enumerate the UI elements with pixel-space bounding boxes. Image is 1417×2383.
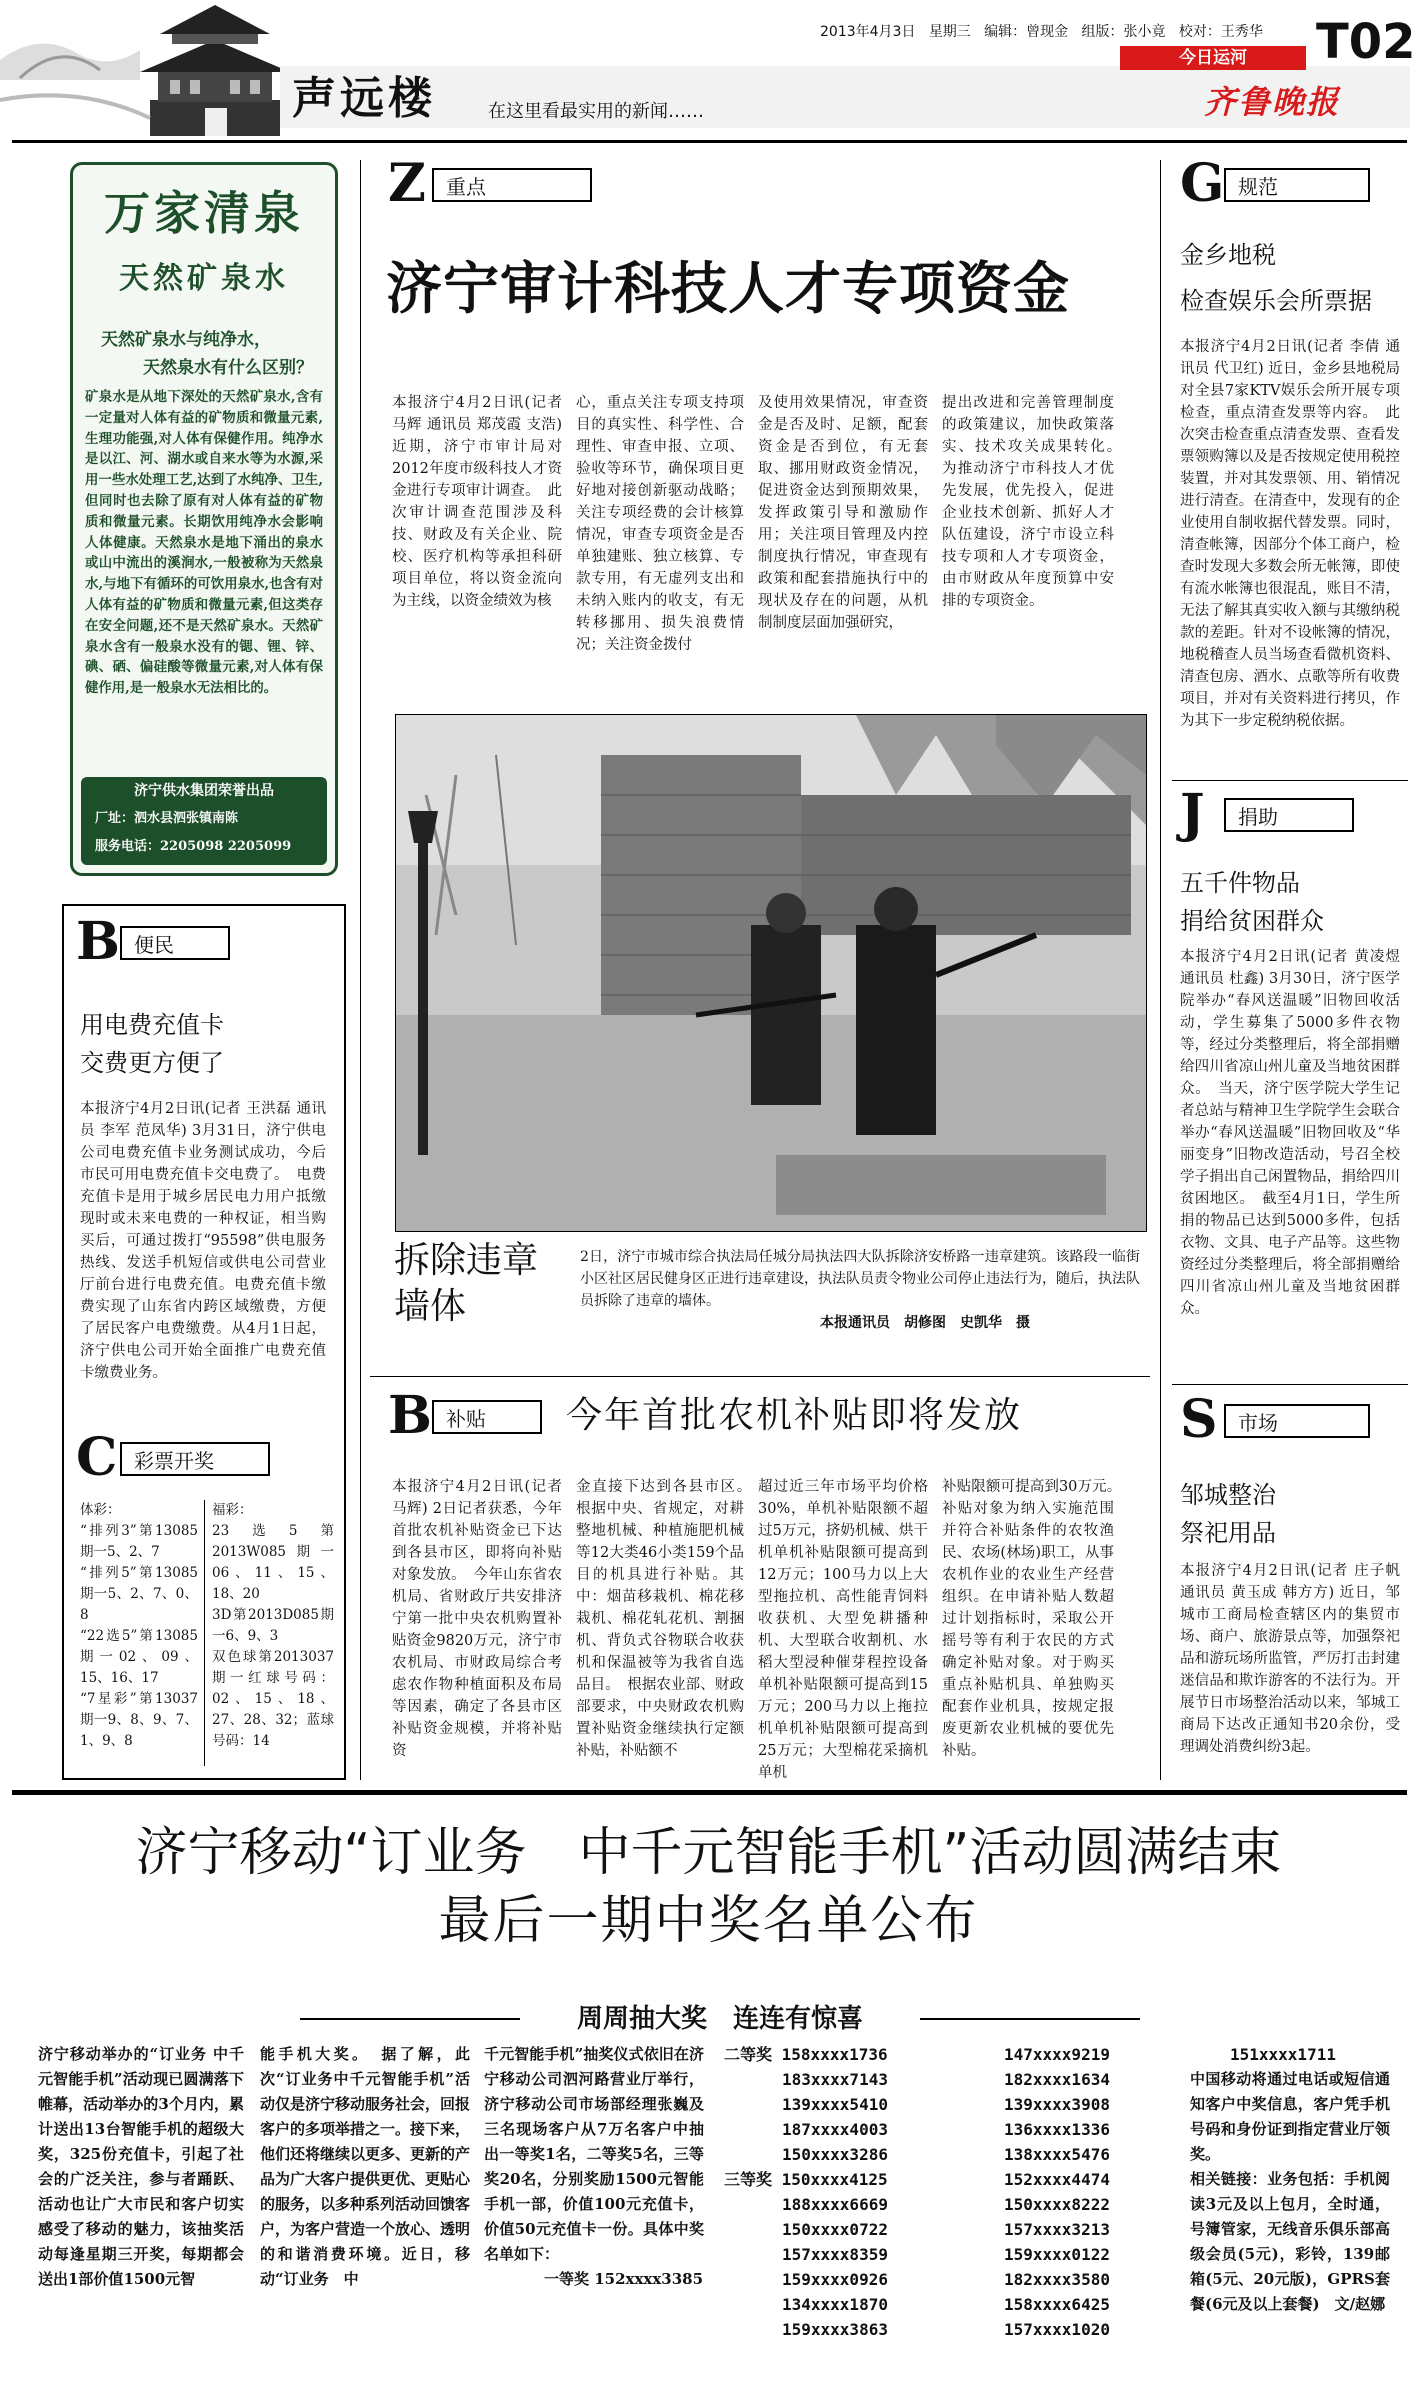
section-tag: 今日运河 — [1120, 46, 1306, 70]
lottery-sports-title: 体彩： — [80, 1502, 121, 1518]
third-prize-winner: 139xxxx3908 — [1004, 2095, 1110, 2114]
lottery-7xc: “7星彩”第13037期一9、8、9、7、1、9、8 — [80, 1691, 198, 1749]
lottery-22x5: “22选5”第13085期一02、09、15、16、17 — [80, 1628, 198, 1686]
section-b2-header — [388, 1385, 568, 1446]
third-prize-winner: 188xxxx6669 — [782, 2195, 888, 2214]
section-z-col-2: 心，重点关注专项支持项目的真实性、科学性、合理性、审查申报、立项、验收等环节，确保项目更好地对接创新驱动战略；关注专项经费的会计核算情况，审查专项资金是否单独建账、独立核算、专款专用，有无虚列支出和未纳入账内的收支，有无转移挪用、损失浪费情况；关注资金拨付 — [576, 395, 744, 653]
prize-list-third-continued — [1004, 2042, 1164, 2342]
ad-mobile-banner: 周周抽大奖 连连有惊喜 — [576, 2004, 863, 2034]
issue-date: 2013年4月3日 — [820, 24, 916, 40]
ad-water-subtitle: 天然矿泉水 — [119, 261, 289, 296]
second-prize-winner: 150xxxx3286 — [782, 2145, 888, 2164]
lottery-divider — [204, 1500, 205, 1766]
second-prize-winner: 158xxxx1736 — [781, 2045, 888, 2064]
ad-mobile-headline-2: 最后一期中奖名单公布 — [438, 1891, 979, 1951]
editor: 编辑：曾现金 — [984, 24, 1069, 40]
lottery-pl5: “排列5”第13085期一5、2、7、0、8 — [80, 1565, 198, 1623]
section-s-title-2: 祭祀用品 — [1180, 1519, 1276, 1547]
third-prize-winner: 182xxxx1634 — [1004, 2070, 1110, 2089]
section-b1-label: 便民 — [120, 926, 230, 960]
lottery-23x5: 23选5第2013W085期一06、11、15、18、20 — [212, 1523, 334, 1602]
masthead-rule — [12, 140, 1407, 143]
ad-mobile-related-link: 相关链接：业务包括：手机阅读3元及以上包月，全时通，号簿管家，无线音乐俱乐部高级会员(5元)，彩铃，139邮箱(5元、20元版)，GPRS套餐(6元及以上套餐) 文/赵娜 — [1190, 2170, 1390, 2313]
lottery-ssq: 双色球第2013037期一红球号码：02、15、18、27、28、32；蓝球号码：14 — [212, 1649, 334, 1749]
lottery-welfare-list — [212, 1500, 334, 1770]
section-z-headline: 济宁审计科技人才专项资金 — [386, 257, 1070, 322]
ad-top-rule — [12, 1790, 1407, 1795]
section-c-letter: C — [76, 1427, 118, 1488]
second-prize-winner: 139xxxx5410 — [782, 2095, 888, 2114]
second-prize-label: 二等奖 — [724, 2045, 773, 2064]
section-j-header — [1180, 783, 1400, 844]
third-prize-winner: 159xxxx0926 — [782, 2270, 888, 2289]
third-prize-row-1 — [724, 2167, 944, 2192]
third-prize-winner: 134xxxx1870 — [782, 2295, 888, 2314]
section-s-body: 本报济宁4月2日讯(记者 庄子帆 通讯员 黄玉成 韩方方) 近日，邹城市工商局检查辖区内的集贸市场、商户、旅游景点等，加强祭祀品和游玩场所监管，严厉打击封建迷信品和欺诈游客的不法行为。开展节日市场整治活动以来，邹城工商局下达改正通知书20余份，受理调处消费纠纷3起。 — [1180, 1563, 1400, 1755]
ad-water-phone: 服务电话：2205098 2205099 — [95, 839, 292, 854]
third-prize-winner: 151xxxx1711 — [1230, 2045, 1336, 2064]
section-s-header — [1180, 1389, 1400, 1450]
section-b1-title-1: 用电费充值卡 — [80, 1011, 224, 1039]
section-z-col-3: 及使用效果情况，审查资金是否及时、足额，配套资金是否到位，有无套取、挪用财政资金情况，促进资金达到预期效果，发挥政策引导和激励作用；关注项目管理及内控制度执行情况，审查现有政策和配套措施执行中的现状及存在的问题，从机制制度层面加强研究， — [758, 395, 928, 631]
third-prize-winner: 136xxxx1336 — [1004, 2120, 1110, 2139]
section-j-letter: J — [1180, 783, 1205, 844]
third-prize-winner: 157xxxx8359 — [782, 2245, 888, 2264]
third-prize-winner: 150xxxx4125 — [781, 2170, 888, 2189]
ad-water-address: 厂址：泗水县泗张镇南陈 — [95, 811, 239, 826]
center-left-rule — [360, 160, 361, 1780]
section-c-label: 彩票开奖 — [120, 1442, 270, 1476]
center-right-rule — [1160, 160, 1161, 1780]
ad-mobile-col-2: 能手机大奖。 据了解，此次“订业务中千元智能手机”活动仅是济宁移动服务社会，回报客户的多项举措之一。接下来，他们还将继续以更多、更新的产品为广大客户提供更优、更贴心的服务，以多种系列活动回馈客户，为客户营造一个放心、透明的和谐消费环境。近日，移动“订业务 中 — [260, 2045, 471, 2288]
section-j-title-2: 捐给贫困群众 — [1180, 907, 1324, 935]
section-g-letter: G — [1180, 153, 1225, 214]
section-g-title-1: 金乡地税 — [1180, 241, 1276, 269]
section-b1-body: 本报济宁4月2日讯(记者 王洪磊 通讯员 李军 范凤华) 3月31日，济宁供电公司电费充值卡业务测试成功，今后市民可用电费充值卡交电费了。 电费充值卡是用于城乡居民电力用户抵缴现时或未来电费的一种权证，相当购买后，可通过拨打“95598”供电服务热线、发送手机短信或供电公司营业厅前台进行电费充值。电费充值卡缴费实现了山东省内跨区域缴费，方便了居民客户电费缴费。从4月1日起，济宁供电公司开始全面推广电费充值卡缴费业务。 — [80, 1101, 326, 1381]
section-b2-headline: 今年首批农机补贴即将发放 — [566, 1395, 1023, 1436]
tower-illustration — [0, 0, 300, 138]
ad-mobile-notice: 中国移动将通过电话或短信通知客户中奖信息，客户凭手机号码和身份证到指定营业厅领奖。 — [1190, 2070, 1390, 2163]
right-rule-2 — [1172, 1384, 1408, 1385]
section-b2-label: 补贴 — [432, 1400, 542, 1434]
page-number: T02 — [1316, 14, 1416, 70]
section-g-header — [1180, 153, 1400, 214]
section-b2-col-3: 超过近三年市场平均价格30%，单机补贴限额不超过5万元，挤奶机械、烘干机单机补贴限额可提高到12万元；100马力以上大型拖拉机、高性能青饲料收获机、大型免耕播种机、大型联合收割机、水稻大型浸种催芽程控设备单机补贴限额可提高到15万元；200马力以上拖拉机单机补贴限额可提高到25万元；大型棉花采摘机单机 — [758, 1479, 928, 1781]
section-b1-title-2: 交费更方便了 — [80, 1049, 224, 1077]
third-prize-winner: 138xxxx5476 — [1004, 2145, 1110, 2164]
section-name: 声远楼 — [292, 73, 436, 124]
banner-rule-left — [300, 2018, 520, 2020]
section-j-title-1: 五千件物品 — [1180, 869, 1300, 897]
issue-weekday: 星期三 — [928, 24, 971, 40]
demolition-photo — [395, 714, 1147, 1232]
section-b1-header — [76, 911, 338, 972]
third-prize-winner: 152xxxx4474 — [1004, 2170, 1110, 2189]
third-prize-label: 三等奖 — [724, 2170, 773, 2189]
section-z-col-4: 提出改进和完善管理制度的政策建议，加快政策落实、技术攻关成果转化。 为推动济宁市科技人才优先发展，优先投入，促进企业技术创新、抓好人才队伍建设，济宁市设立科技专项和人才专项资金，由市财政从年度预算中安排的专项资金。 — [942, 395, 1129, 609]
ad-water-question-2: 天然泉水有什么区别？ — [143, 358, 313, 378]
ad-water-body: 矿泉水是从地下深处的天然矿泉水,含有一定量对人体有益的矿物质和微量元素,生理功能强,对人体有保健作用。纯净水是以江、河、湖水或自来水等为水源,采用一些水处理工艺,达到了水纯净、卫生,但同时也去除了原有对人体有益的矿物质和微量元素。长期饮用纯净水会影响人体健康。天然泉水是地下涌出的泉水或山中流出的溪涧水,一般被称为天然泉水,与地下有循环的可饮用泉水,也含有对人体有益的矿物质和微量元素,但这类存在安全问题,还不是天然矿泉水。天然矿泉水含有一般泉水没有的锶、锂、锌、碘、硒、偏硅酸等微量元素,对人体有保健作用,是一般泉水无法相比的。 — [85, 389, 323, 697]
section-g-title-2: 检查娱乐会所票据 — [1180, 287, 1372, 315]
lottery-sports-list — [80, 1500, 198, 1770]
center-mid-rule — [370, 1376, 1150, 1377]
section-g-body: 本报济宁4月2日讯(记者 李倩 通讯员 代卫红) 近日，金乡县地税局对全县7家KTV娱乐会所开展专项检查，重点清查发票等内容。 此次突击检查重点清查发票、查看发票领购簿以及是否按规定使用税控装置，并对其发票领、用、销情况进行清查。在清查中，发现有的企业使用自制收据代替发票。同时，清查帐簿，因部分个体工商户，检查时发现大多数会所无帐簿，即使有流水帐簿也很混乱，账目不清，无法了解其真实收入额与其缴纳税款的差距。针对不设帐簿的情况，地税稽查人员当场查看微机资料、清查包房、酒水、点歌等所有收费项目，并对有关资料进行拷贝，作为其下一步定税纳税依据。 — [1180, 339, 1400, 729]
section-b1-letter: B — [76, 911, 120, 972]
third-prize-winner: 159xxxx0122 — [1004, 2245, 1110, 2264]
photo-title-2: 墙体 — [394, 1286, 467, 1327]
second-prize-winner: 187xxxx4003 — [782, 2120, 888, 2139]
ad-mobile-col-1: 济宁移动举办的“订业务 中千元智能手机”活动现已圆满落下帷幕，活动举办的3个月内，累计送出13台智能手机的超级大奖，325份充值卡，引起了社会的广泛关注，参与者踊跃、活动也让广大市民和客户切实感受了移动的魅力，该抽奖活动每逢星期三开奖，每期都会送出1部价值1500元智 — [38, 2045, 244, 2288]
banner-rule-right — [920, 2018, 1140, 2020]
section-j-body: 本报济宁4月2日讯(记者 黄凌煜 通讯员 杜鑫) 3月30日，济宁医学院举办“春风送温暖”旧物回收活动，学生募集了5000多件衣物等，经过分类整理后，将全部捐赠给四川省凉山州儿童及当地贫困群众。 当天，济宁医学院大学生记者总站与精神卫生学院学生会联合举办“春风送温暖”旧物回收及“华丽变身”旧物改造活动，号召全校学子捐出自己闲置物品，捐给四川贫困地区。 截至4月1日，学生所捐的物品已达到5000多件，包括衣物、文具、电子产品等。这些物资经过分类整理后，将全部捐赠给四川省凉山州儿童及当地贫困群众。 — [1180, 949, 1400, 1317]
section-b2-col-1: 本报济宁4月2日讯(记者 马辉) 2日记者获悉，今年首批农机补贴资金已下达到各县市区，即将向补贴对象发放。 今年山东省农机局、省财政厅共安排济宁第一批中央农机购置补贴资金9820万元，济宁市农机局、市财政局综合考虑农作物种植面积及布局等因素，确定了各县市区补贴资金规模，并将补贴资 — [392, 1479, 562, 1759]
photo-caption: 2日，济宁市城市综合执法局任城分局执法四大队拆除济安桥路一违章建筑。该路段一临街小区社区居民健身区正进行违章建设，执法队员责令物业公司停止违法行为，随后，执法队员拆除了违章的墙体。 — [580, 1249, 1140, 1309]
third-prize-winner: 158xxxx6425 — [1004, 2295, 1110, 2314]
lottery-3d: 3D第2013D085期一6、9、3 — [212, 1607, 334, 1644]
ad-mobile-headline-1: 济宁移动“订业务 中千元智能手机”活动圆满结束 — [135, 1823, 1282, 1883]
photo-title-1: 拆除违章 — [394, 1240, 539, 1281]
prize-list-second-third — [724, 2042, 944, 2342]
third-prize-winner: 147xxxx9219 — [1004, 2045, 1110, 2064]
section-c-header — [76, 1427, 338, 1488]
ad-water-title: 万家清泉 — [104, 186, 304, 240]
third-prize-winner: 157xxxx1020 — [1004, 2320, 1110, 2339]
section-s-title-1: 邹城整治 — [1180, 1481, 1276, 1509]
ad-water — [70, 162, 338, 876]
lottery-pl3: “排列3”第13085期一5、2、7 — [80, 1523, 198, 1560]
section-g-label: 规范 — [1224, 168, 1370, 202]
masthead — [0, 0, 1417, 140]
ad-mobile-col-3-text: 千元智能手机”抽奖仪式依旧在济宁移动公司泗河路营业厅举行，济宁移动公司市场部经理张巍及三名现场客户从7万名客户中抽出一等奖1名，二等奖5名，三等奖20名，分别奖励1500元智能手机一部，价值100元充值卡，价值50元充值卡一份。具体中奖名单如下： — [484, 2045, 704, 2263]
first-prize-winner: 一等奖 152xxxx3385 — [544, 2270, 704, 2288]
second-prize-row-1 — [724, 2042, 944, 2067]
layout-editor: 组版：张小竟 — [1081, 24, 1166, 40]
third-prize-winner: 150xxxx8222 — [1004, 2195, 1110, 2214]
right-rule-1 — [1172, 780, 1408, 781]
section-b2-col-4: 补贴限额可提高到30万元。 补贴对象为纳入实施范围并符合补贴条件的农牧渔民、农场(林场)职工，从事农机作业的农业生产经营组织。在申请补贴人数超过计划指标时，采取公开摇号等有利于农民的方式确定补贴对象。对于购买重点补贴机具、单独购买配套作业机具，按规定报废更新农业机械的要优先补贴。 — [942, 1479, 1129, 1759]
section-j-label: 捐助 — [1224, 798, 1354, 832]
section-b2-col-2: 金直接下达到各县市区。 根据中央、省规定，对耕整地机械、种植施肥机械等12大类46小类159个品目的机具进行补贴。其中：烟苗移栽机、棉花移栽机、棉花轧花机、割捆机、背负式谷物联合收获机和保温被等为我省自选品目。 根据农业部、财政部要求，中央财政农机购置补贴资金继续执行定额补贴，补贴额不 — [576, 1479, 759, 1759]
third-prize-winner: 159xxxx3863 — [782, 2320, 888, 2339]
section-z-col-1: 本报济宁4月2日讯(记者 马辉 通讯员 郑茂霞 支浩) 近期，济宁市审计局对2012年度市级科技人才资金进行专项审计调查。 此次审计调查范围涉及科技、财政及有关企业、院校、医疗机构等承担科研项目单位，将以资金流向为主线，以资金绩效为核 — [392, 395, 562, 609]
ad-water-footer — [81, 777, 327, 865]
issue-meta — [820, 22, 1263, 42]
second-prize-winner: 183xxxx7143 — [782, 2070, 888, 2089]
third-prize-winner: 182xxxx3580 — [1004, 2270, 1110, 2289]
slogan: 在这里看最实用的新闻…… — [488, 101, 704, 122]
section-z-label: 重点 — [432, 168, 592, 202]
lottery-welfare-title: 福彩： — [212, 1502, 253, 1518]
third-prize-winner: 157xxxx3213 — [1004, 2220, 1110, 2239]
section-s-label: 市场 — [1224, 1404, 1370, 1438]
ad-water-maker: 济宁供水集团荣誉出品 — [134, 783, 274, 799]
section-s-letter: S — [1180, 1389, 1218, 1450]
section-b2-letter: B — [388, 1385, 432, 1446]
paper-name-logo: 齐鲁晚报 — [1204, 83, 1341, 121]
ad-water-question-1: 天然矿泉水与纯净水， — [101, 330, 271, 350]
ad-mobile-col-6 — [1190, 2042, 1390, 2317]
proofreader: 校对：王秀华 — [1178, 24, 1263, 40]
ad-mobile-col-3 — [484, 2042, 704, 2362]
photo-credit: 本报通讯员 胡修图 史凯华 摄 — [820, 1315, 1030, 1331]
section-z-letter: Z — [388, 153, 426, 214]
third-prize-winner: 150xxxx0722 — [782, 2220, 888, 2239]
section-z-header — [388, 153, 768, 214]
